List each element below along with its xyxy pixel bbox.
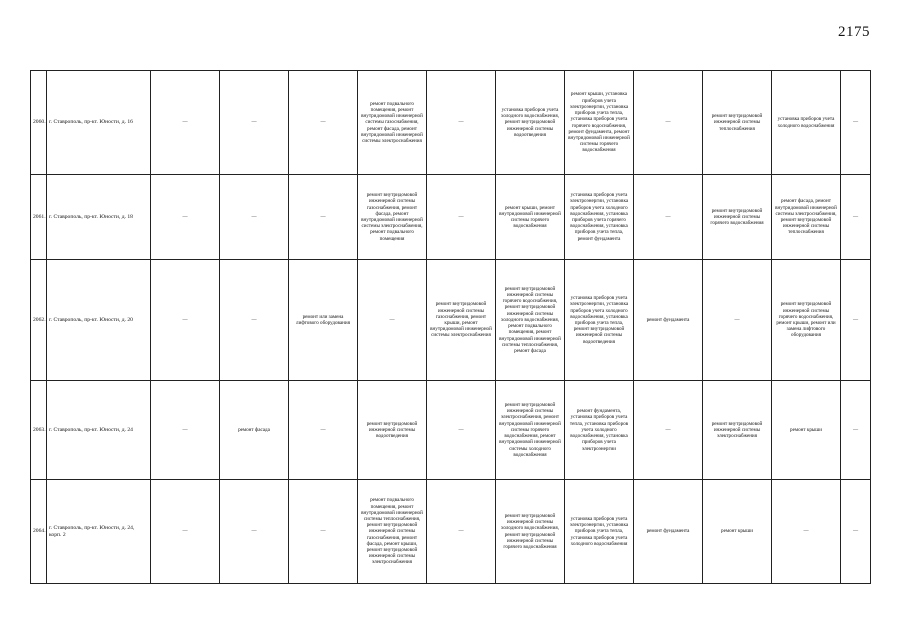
table-cell: установка приборов учета электроэнергии, установка приборов учета холодного водоснабжения, установка приборов учета тепла, ремонт внутридомовой инженерной системы водоотведения	[565, 260, 634, 381]
table-cell: ремонт внутридомовой инженерной системы водоотведения	[358, 381, 427, 480]
table-cell: —	[427, 480, 496, 584]
row-number: 2063.	[31, 381, 47, 480]
table-cell: ремонт внутридомовой инженерной системы газоснабжения, ремонт фасада, ремонт внутридомовой инженерной системы электроснабжения, ремонт подвального помещения	[358, 175, 427, 260]
row-number: 2060.	[31, 71, 47, 175]
table-cell: ремонт внутридомовой инженерной системы электроснабжения	[703, 381, 772, 480]
table-cell: —	[841, 381, 871, 480]
table-cell: —	[220, 71, 289, 175]
table-row	[31, 480, 871, 584]
table-row	[31, 71, 871, 175]
table-cell: установка приборов учета холодного водоснабжения, ремонт внутридомовой инженерной системы водоотведения	[496, 71, 565, 175]
table-cell: ремонт внутридомовой инженерной системы горячего водоснабжения, ремонт крыши, ремонт или замена лифтового оборудования	[772, 260, 841, 381]
table-cell: —	[841, 480, 871, 584]
table-cell: ремонт внутридомовой инженерной системы горячего водоснабжения, ремонт внутридомовой инженерной системы холодного водоснабжения, ремонт подвального помещения, ремонт внутридомовой инженерной системы теплоснабжения, ремонт фасада	[496, 260, 565, 381]
table-cell: ремонт крыши, установка приборов учета электроэнергии, установка приборов учета тепла, установка приборов учета горячего водоснабжения, ремонт фундамента, ремонт внутридомовой инженерной системы горячего водоснабжения	[565, 71, 634, 175]
table-cell: ремонт или замена лифтового оборудования	[289, 260, 358, 381]
table-cell: —	[289, 175, 358, 260]
table-cell: ремонт внутридомовой инженерной системы теплоснабжения	[703, 71, 772, 175]
table-cell: ремонт крыши	[772, 381, 841, 480]
address-cell: г. Ставрополь, пр-кт. Юности, д. 24	[47, 381, 151, 480]
table-cell: ремонт внутридомовой инженерной системы газоснабжения, ремонт крыши, ремонт внутридомовой инженерной системы электроснабжения	[427, 260, 496, 381]
table-cell: —	[289, 480, 358, 584]
table-cell: —	[151, 480, 220, 584]
table-cell: —	[151, 260, 220, 381]
address-cell: г. Ставрополь, пр-кт. Юности, д. 18	[47, 175, 151, 260]
table-cell: —	[634, 381, 703, 480]
table-cell: —	[841, 260, 871, 381]
table-cell: —	[151, 175, 220, 260]
capital-repair-table	[30, 70, 871, 584]
table-cell: —	[289, 381, 358, 480]
table-cell: —	[427, 71, 496, 175]
table-cell: —	[358, 260, 427, 381]
table-cell: —	[772, 480, 841, 584]
table-cell: —	[703, 260, 772, 381]
table-cell: ремонт внутридомовой инженерной системы электроснабжения, ремонт внутридомовой инженерной системы горячего водоснабжения, ремонт внутридомовой инженерной системы холодного водоснабжения	[496, 381, 565, 480]
table-cell: установка приборов учета холодного водоснабжения	[772, 71, 841, 175]
table-cell: ремонт фундамента	[634, 260, 703, 381]
table-cell: установка приборов учета электроэнергии, установка приборов учета холодного водоснабжения, установка приборов учета горячего водоснабжения, установка приборов учета тепла, ремонт фундамента	[565, 175, 634, 260]
table-cell: ремонт подвального помещения, ремонт внутридомовой инженерной системы теплоснабжения, ремонт внутридомовой инженерной системы газоснабжения, ремонт фасада, ремонт крыши, ремонт внутридомовой инженерной системы электроснабжения	[358, 480, 427, 584]
table-cell: ремонт фундамента, установка приборов учета тепла, установка приборов учета холодного водоснабжения, установка приборов учета электроэнергии	[565, 381, 634, 480]
table-cell: —	[634, 175, 703, 260]
table-cell: ремонт внутридомовой инженерной системы горячего водоснабжения	[703, 175, 772, 260]
row-number: 2062.	[31, 260, 47, 381]
table-cell: —	[427, 381, 496, 480]
table-cell: —	[151, 71, 220, 175]
table-cell: —	[841, 71, 871, 175]
table-cell: ремонт фасада	[220, 381, 289, 480]
table-cell: —	[220, 480, 289, 584]
table-cell: установка приборов учета электроэнергии, установка приборов учета тепла, установка приборов учета холодного водоснабжения	[565, 480, 634, 584]
table-cell: ремонт фасада, ремонт внутридомовой инженерной системы электроснабжения, ремонт внутридомовой инженерной системы теплоснабжения	[772, 175, 841, 260]
page-number: 2175	[838, 24, 870, 40]
table-cell: —	[289, 71, 358, 175]
table-cell: ремонт подвального помещения, ремонт внутридомовой инженерной системы газоснабжения, ремонт фасада, ремонт внутридомовой инженерной системы электроснабжения	[358, 71, 427, 175]
address-cell: г. Ставрополь, пр-кт. Юности, д. 16	[47, 71, 151, 175]
table-row	[31, 260, 871, 381]
table-cell: ремонт крыши, ремонт внутридомовой инженерной системы горячего водоснабжения	[496, 175, 565, 260]
table-cell: —	[220, 175, 289, 260]
table-cell: ремонт крыши	[703, 480, 772, 584]
table-cell: ремонт внутридомовой инженерной системы холодного водоснабжения, ремонт внутридомовой инженерной системы горячего водоснабжения	[496, 480, 565, 584]
table-row	[31, 175, 871, 260]
table-cell: —	[220, 260, 289, 381]
row-number: 2061.	[31, 175, 47, 260]
table-row	[31, 381, 871, 480]
table-cell: ремонт фундамента	[634, 480, 703, 584]
row-number: 2064.	[31, 480, 47, 584]
table-cell: —	[634, 71, 703, 175]
address-cell: г. Ставрополь, пр-кт. Юности, д. 24, корп. 2	[47, 480, 151, 584]
table-cell: —	[151, 381, 220, 480]
address-cell: г. Ставрополь, пр-кт. Юности, д. 20	[47, 260, 151, 381]
table-cell: —	[427, 175, 496, 260]
table-cell: —	[841, 175, 871, 260]
